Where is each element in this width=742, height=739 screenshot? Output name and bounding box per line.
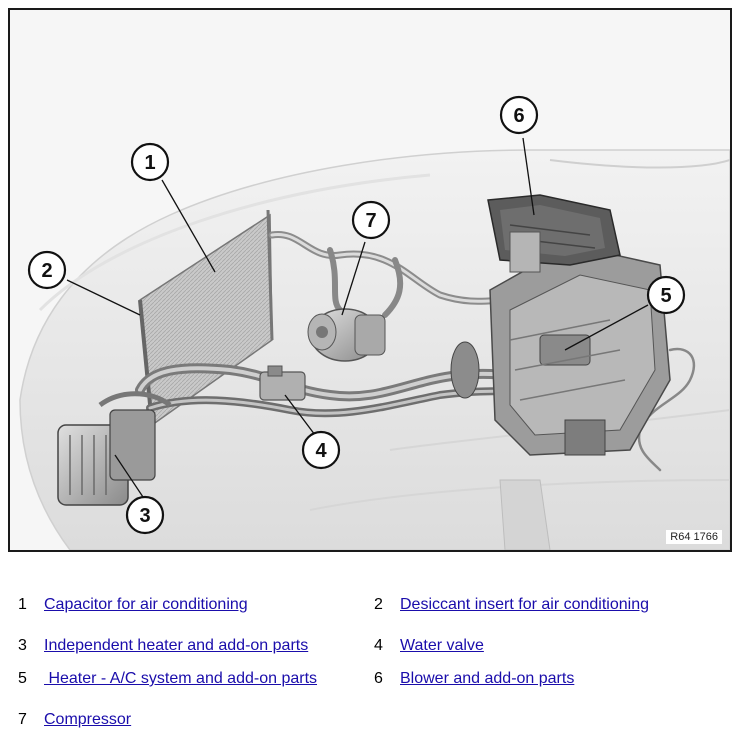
compressor-part <box>308 309 385 361</box>
callout-3 <box>127 497 163 533</box>
legend-number: 5 <box>18 670 27 687</box>
legend-number: 2 <box>374 596 383 613</box>
legend-item-6 <box>374 670 574 688</box>
svg-text:5: 5 <box>660 285 672 307</box>
legend-item-4 <box>374 637 484 655</box>
legend-link-heater-ac-system[interactable]: Heater - A/C system and add-on parts <box>44 670 318 687</box>
callout-1 <box>132 144 168 180</box>
legend-link-compressor[interactable]: Compressor <box>44 711 132 728</box>
ac-system-illustration <box>10 10 730 550</box>
svg-text:7: 7 <box>365 210 377 232</box>
legend-link-blower[interactable]: Blower and add-on parts <box>400 670 575 687</box>
legend-number: 3 <box>18 637 27 654</box>
reference-code: R64 1766 <box>666 530 722 544</box>
svg-text:4: 4 <box>315 440 327 462</box>
legend-number: 7 <box>18 711 27 728</box>
callout-6 <box>501 97 537 133</box>
legend-link-desiccant-insert[interactable]: Desiccant insert for air conditioning <box>400 596 650 613</box>
callout-7 <box>353 202 389 238</box>
legend-link-water-valve[interactable]: Water valve <box>400 637 484 654</box>
legend-item-5 <box>18 670 317 688</box>
legend-item-1 <box>18 596 248 614</box>
svg-text:1: 1 <box>144 152 156 174</box>
legend-number: 6 <box>374 670 383 687</box>
legend-item-2 <box>374 596 649 614</box>
callout-2 <box>29 252 65 288</box>
diagram-figure <box>8 8 732 552</box>
svg-text:3: 3 <box>139 505 151 527</box>
legend-link-capacitor[interactable]: Capacitor for air conditioning <box>44 596 248 613</box>
legend-link-independent-heater[interactable]: Independent heater and add-on parts <box>44 637 309 654</box>
legend-item-7 <box>18 711 131 729</box>
legend-number: 4 <box>374 637 383 654</box>
callout-5 <box>648 277 684 313</box>
svg-text:2: 2 <box>41 260 53 282</box>
callout-4 <box>303 432 339 468</box>
svg-text:6: 6 <box>513 105 525 127</box>
legend-item-3 <box>18 637 308 655</box>
legend-number: 1 <box>18 596 27 613</box>
